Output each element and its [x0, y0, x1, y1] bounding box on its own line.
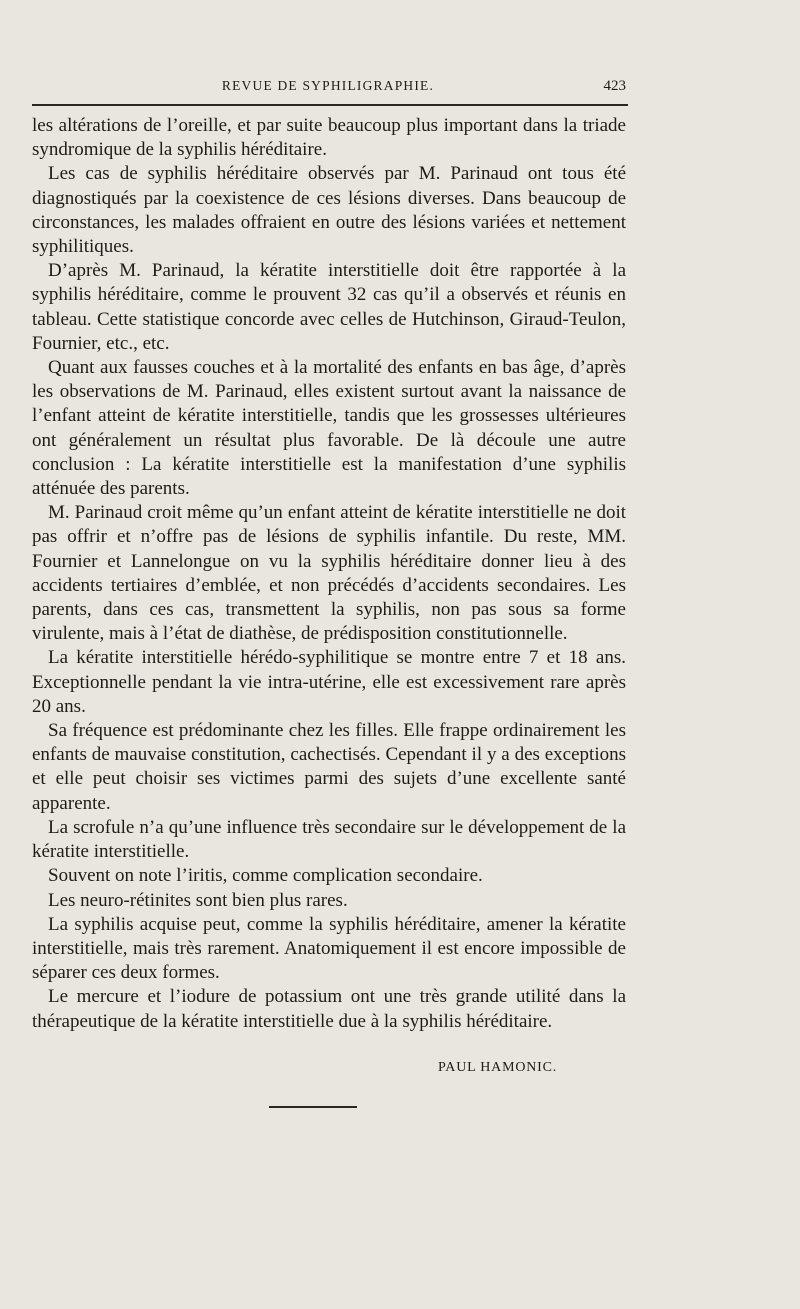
paragraph: les altérations de l’oreille, et par suite beaucoup plus important dans la triade syndromique de la syphilis héréditaire.: [32, 115, 626, 161]
author-signature: PAUL HAMONIC.: [438, 1060, 558, 1075]
paragraph: La syphilis acquise peut, comme la syphilis héréditaire, amener la kératite interstitielle, mais très rarement. Anatomiquement il est encore impossible de séparer ces deux formes.: [32, 913, 626, 984]
paragraph: Les cas de syphilis héréditaire observés par M. Parinaud ont tous été diagnostiqués par la coexistence de ces lésions diverses. Dans beaucoup de circonstances, les malades offraient en outre des lésions variées et nettement syphilitiques.: [32, 163, 626, 258]
header-rule: [32, 104, 628, 106]
paragraph: La kératite interstitielle hérédo-syphilitique se montre entre 7 et 18 ans. Exceptionnelle pendant la vie intra-utérine, elle est excessivement rare après 20 ans.: [32, 647, 626, 717]
paragraph: La scrofule n’a qu’une influence très secondaire sur le développement de la kératite interstitielle.: [32, 816, 626, 863]
paragraph: Quant aux fausses couches et à la mortalité des enfants en bas âge, d’après les observations de M. Parinaud, elles existent surtout avant la naissance de l’enfant atteint de kératite interstitielle, tandis que les grossesses ultérieures ont généralement un résultat plus favorable. De là découle une autre conclusion : La kératite interstitielle est la manifestation d’une syphilis atténuée des parents.: [32, 357, 626, 500]
paragraph: M. Parinaud croit même qu’un enfant atteint de kératite interstitielle ne doit pas offrir et n’offre pas de lésions de syphilis infantile. Du reste, MM. Fournier et Lannelongue on vu la syphilis héréditaire donner lieu à des accidents tertiaires d’emblée, et non précédés d’accidents secondaires. Les parents, dans ces cas, transmettent la syphilis, non pas sous sa forme virulente, mais à l’état de diathèse, de prédisposition constitutionnelle.: [32, 502, 626, 645]
running-header: [30, 78, 626, 98]
paragraph: Sa fréquence est prédominante chez les filles. Elle frappe ordinairement les enfants de mauvaise constitution, cachectisés. Cependant il y a des exceptions et elle peut choisir ses victimes parmi des sujets d’une excellente santé apparente.: [32, 720, 626, 814]
paragraph: Le mercure et l’iodure de potassium ont une très grande utilité dans la thérapeutique de la kératite interstitielle due à la syphilis héréditaire.: [32, 986, 626, 1032]
paragraph: Les neuro-rétinites sont bien plus rares.: [48, 889, 348, 911]
journal-title: REVUE DE SYPHILIGRAPHIE.: [221, 78, 435, 93]
end-rule: [269, 1106, 357, 1108]
paragraph: Souvent on note l’iritis, comme complication secondaire.: [48, 865, 483, 887]
article-body: [32, 114, 626, 1034]
paragraph: D’après M. Parinaud, la kératite interstitielle doit être rapportée à la syphilis héréditaire, comme le prouvent 32 cas qu’il a observés et réunis en tableau. Cette statistique concorde avec celles de Hutchinson, Giraud-Teulon, Fournier, etc., etc.: [32, 260, 626, 354]
page-number: 423: [603, 78, 626, 94]
